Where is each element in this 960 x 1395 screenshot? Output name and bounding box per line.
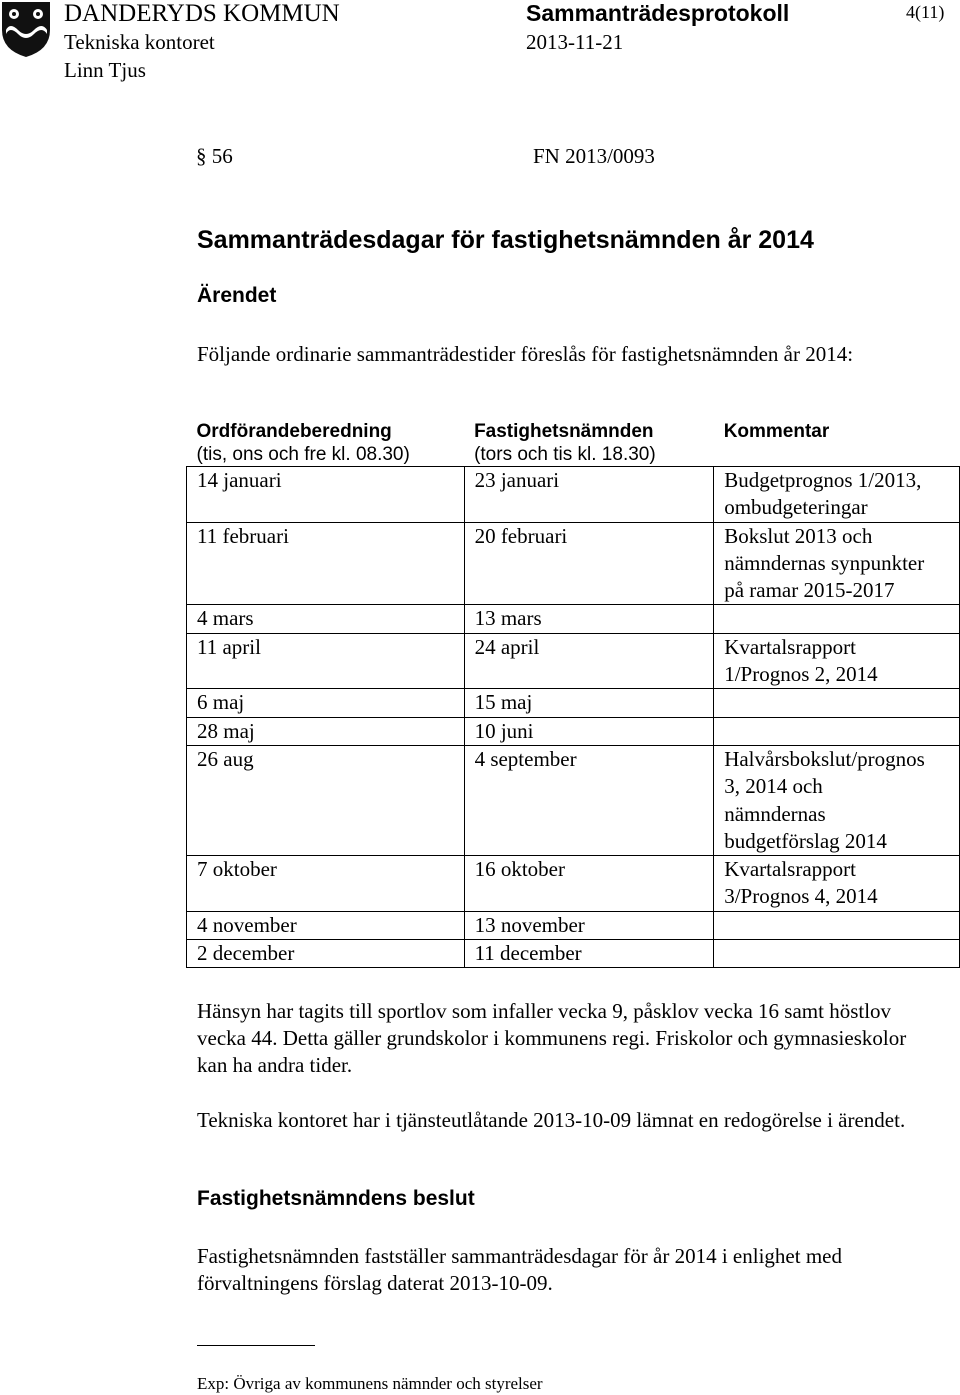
section-heading-arende: Ärendet — [197, 284, 277, 307]
header-title: Kommentar — [723, 421, 830, 442]
board-meeting-date-cell: 24 april — [464, 633, 714, 689]
paragraph-number: § 56 — [196, 144, 233, 168]
prep-meeting-date-cell: 26 aug — [187, 745, 465, 855]
board-meeting-date-cell: 13 november — [464, 911, 714, 939]
board-meeting-date-cell: 16 oktober — [464, 856, 714, 912]
table-row — [187, 633, 960, 689]
comment-cell — [714, 605, 960, 633]
board-meeting-date-cell: 23 januari — [464, 467, 714, 523]
table-row — [187, 605, 960, 633]
distribution-footnote: Exp: Övriga av kommunens nämnder och styrelser — [197, 1374, 543, 1393]
header-cell — [464, 418, 714, 467]
board-meeting-date-cell: 10 juni — [464, 717, 714, 745]
board-meeting-date-cell: 15 maj — [464, 689, 714, 717]
intro-paragraph: Följande ordinarie sammanträdestider föreslås för fastighetsnämnden år 2014: — [197, 342, 854, 366]
table-row — [187, 745, 960, 855]
comment-cell: Halvårsbokslut/prognos 3, 2014 och nämndernas budgetförslag 2014 — [714, 745, 960, 855]
table-header-row — [187, 418, 960, 467]
table-row — [187, 856, 960, 912]
table-row — [187, 689, 960, 717]
decision-paragraph: Fastighetsnämnden fastställer sammanträdesdagar för år 2014 i enlighet med förvaltningens förslag daterat 2013-10-09. — [197, 1244, 842, 1295]
header-title: Ordförandeberedning — [196, 421, 392, 442]
footnote-divider — [197, 1345, 315, 1346]
board-meeting-date-cell: 4 september — [464, 745, 714, 855]
prep-meeting-date-cell: 14 januari — [187, 467, 465, 523]
prep-meeting-date-cell: 11 februari — [187, 522, 465, 605]
comment-cell — [714, 940, 960, 968]
header-cell — [714, 418, 960, 467]
table-row — [187, 467, 960, 523]
municipality-coat-of-arms-logo — [0, 0, 52, 58]
board-meeting-date-cell: 20 februari — [464, 522, 714, 605]
header-subtitle: (tors och tis kl. 18.30) — [474, 444, 656, 465]
document-type: Sammanträdesprotokoll — [526, 0, 790, 26]
case-number: FN 2013/0093 — [533, 144, 655, 168]
prep-meeting-date-cell: 7 oktober — [187, 856, 465, 912]
table-row — [187, 911, 960, 939]
header-subtitle: (tis, ons och fre kl. 08.30) — [196, 444, 410, 465]
section-heading-decision: Fastighetsnämndens beslut — [197, 1187, 475, 1210]
office-statement-paragraph: Tekniska kontoret har i tjänsteutlåtande 2013-10-09 lämnat en redogörelse i ärendet. — [197, 1108, 906, 1132]
holiday-note-paragraph: Hänsyn har tagits till sportlov som infaller vecka 9, påsklov vecka 16 samt höstlov vecka 44. Detta gäller grundskolor i kommunens regi. Friskolor och gymnasieskolor kan ha andra tider. — [197, 999, 907, 1077]
document-date: 2013-11-21 — [526, 30, 624, 54]
header-cell — [187, 418, 465, 467]
department-name: Tekniska kontoret — [64, 30, 215, 54]
prep-meeting-date-cell: 2 december — [187, 940, 465, 968]
header-title: Fastighetsnämnden — [474, 421, 654, 442]
board-meeting-date-cell: 11 december — [464, 940, 714, 968]
document-title: Sammanträdesdagar för fastighetsnämnden år 2014 — [197, 226, 814, 254]
comment-cell: Budgetprognos 1/2013, ombudgeteringar — [714, 467, 960, 523]
author-name: Linn Tjus — [64, 58, 146, 82]
meeting-schedule-table — [186, 418, 960, 968]
table-row — [187, 522, 960, 605]
comment-cell: Kvartalsrapport 1/Prognos 2, 2014 — [714, 633, 960, 689]
comment-cell — [714, 717, 960, 745]
prep-meeting-date-cell: 4 november — [187, 911, 465, 939]
comment-cell: Kvartalsrapport 3/Prognos 4, 2014 — [714, 856, 960, 912]
board-meeting-date-cell: 13 mars — [464, 605, 714, 633]
comment-cell — [714, 689, 960, 717]
prep-meeting-date-cell: 6 maj — [187, 689, 465, 717]
page-number: 4(11) — [906, 2, 945, 22]
table-row — [187, 940, 960, 968]
comment-cell — [714, 911, 960, 939]
organization-name: DANDERYDS KOMMUN — [64, 0, 340, 27]
prep-meeting-date-cell: 28 maj — [187, 717, 465, 745]
prep-meeting-date-cell: 4 mars — [187, 605, 465, 633]
prep-meeting-date-cell: 11 april — [187, 633, 465, 689]
table-row — [187, 717, 960, 745]
comment-cell: Bokslut 2013 och nämndernas synpunkter på ramar 2015-2017 — [714, 522, 960, 605]
